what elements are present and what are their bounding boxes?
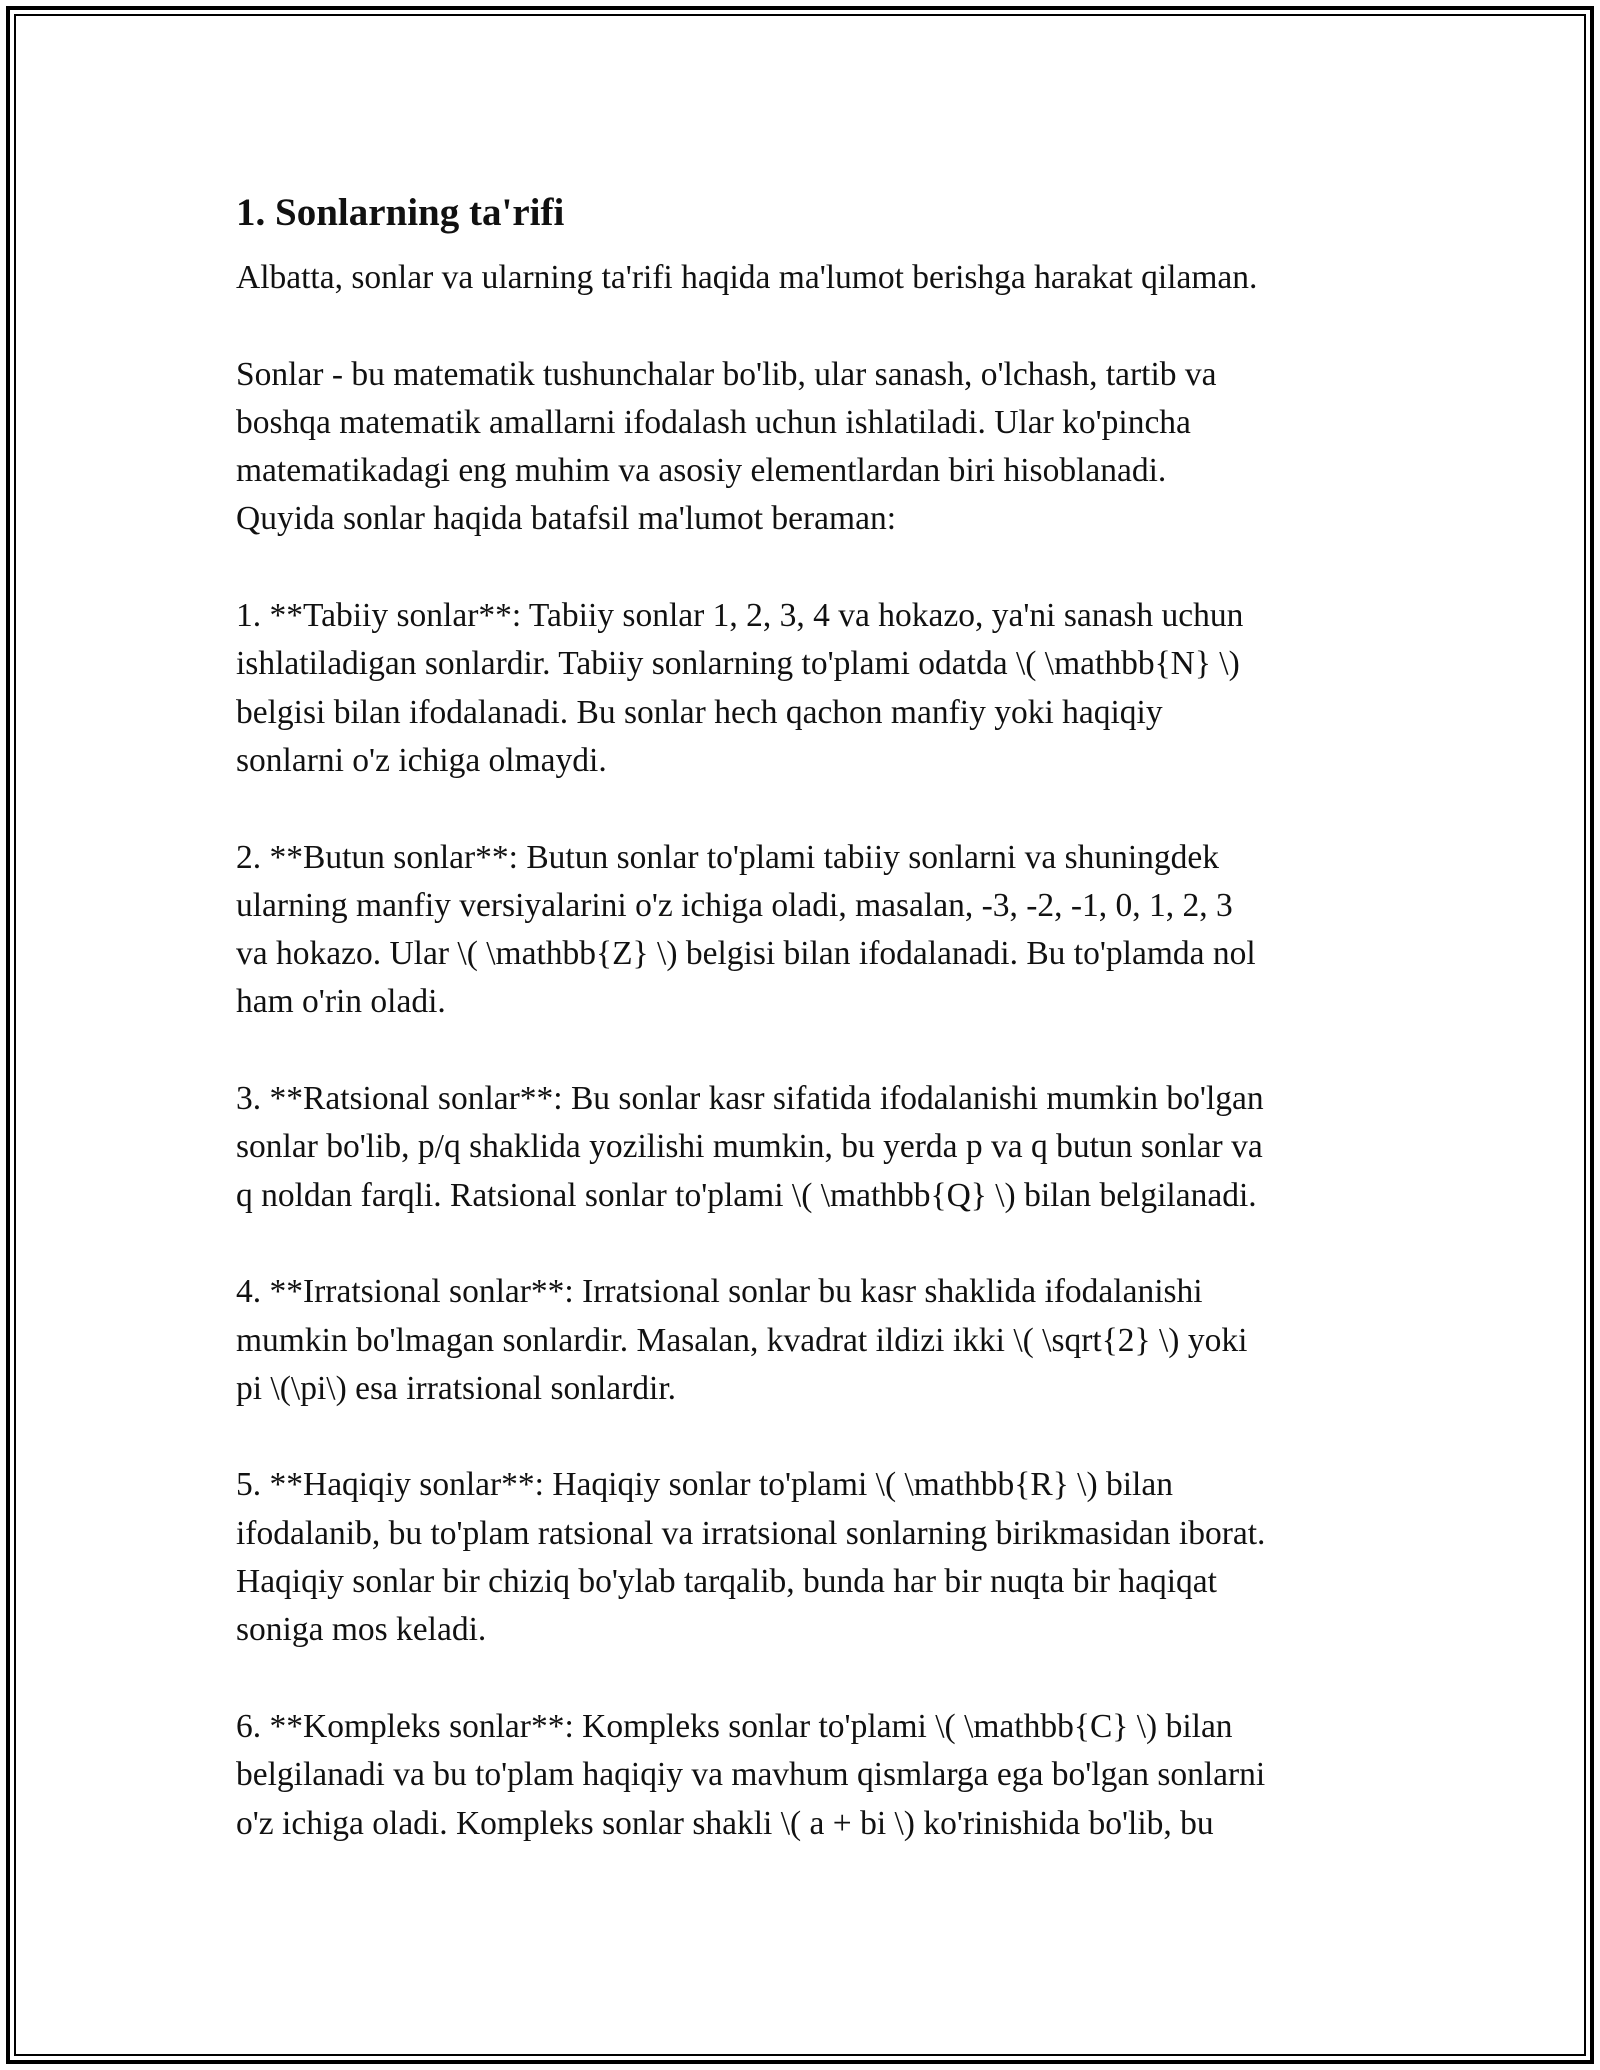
definition-paragraph: Sonlar - bu matematik tushunchalar bo'lib, ular sanash, o'lchash, tartib va boshqa matematik amallarni ifodalash uchun ishlatiladi. Ular ko'pincha matematikadagi eng muhim va asosiy elementlardan biri hisoblanadi. Quyida sonlar haqida batafsil ma'lumot beraman:: [236, 355, 1217, 538]
complex-numbers-paragraph: 6. **Kompleks sonlar**: Kompleks sonlar to'plami \( \mathbb{C} \) bilan belgilanadi va bu to'plam haqiqiy va mavhum qismlarga ega bo'lgan sonlarni o'z ichiga oladi. Kompleks sonlar shakli \( a + bi \) ko'rinishida bo'lib, bu: [236, 1707, 1266, 1842]
intro-paragraph: Albatta, sonlar va ularning ta'rifi haqida ma'lumot berishga harakat qilaman.: [236, 259, 1258, 296]
document-body: [236, 186, 1386, 1896]
rational-numbers-paragraph: 3. **Ratsional sonlar**: Bu sonlar kasr sifatida ifodalanishi mumkin bo'lgan sonlar bo'lib, p/q shaklida yozilishi mumkin, bu yerda p va q butun sonlar va q noldan farqli. Ratsional sonlar to'plami \( \mathbb{Q} \) bilan belgilanadi.: [236, 1080, 1264, 1214]
real-numbers-paragraph: 5. **Haqiqiy sonlar**: Haqiqiy sonlar to'plami \( \mathbb{R} \) bilan ifodalanib, bu to'plam ratsional va irratsional sonlarning birikmasidan iborat. Haqiqiy sonlar bir chiziq bo'ylab tarqalib, bunda har bir nuqta bir haqiqat soniga mos keladi.: [236, 1466, 1266, 1649]
irrational-numbers-paragraph: 4. **Irratsional sonlar**: Irratsional sonlar bu kasr shaklida ifodalanishi mumkin bo'lmagan sonlardir. Masalan, kvadrat ildizi ikki \( \sqrt{2} \) yoki pi \(\pi\) esa irratsional sonlardir.: [236, 1273, 1248, 1407]
integers-paragraph: 2. **Butun sonlar**: Butun sonlar to'plami tabiiy sonlarni va shuningdek ularning manfiy versiyalarini o'z ichiga oladi, masalan, -3, -2, -1, 0, 1, 2, 3 va hokazo. Ular \( \mathbb{Z} \) belgisi bilan ifodalanadi. Bu to'plamda nol ham o'rin oladi.: [236, 838, 1256, 1021]
section-heading: 1. Sonlarning ta'rifi: [236, 191, 565, 234]
natural-numbers-paragraph: 1. **Tabiiy sonlar**: Tabiiy sonlar 1, 2, 3, 4 va hokazo, ya'ni sanash uchun ishlatiladigan sonlardir. Tabiiy sonlarning to'plami odatda \( \mathbb{N} \) belgisi bilan ifodalanadi. Bu sonlar hech qachon manfiy yoki haqiqiy sonlarni o'z ichiga olmaydi.: [236, 597, 1244, 779]
